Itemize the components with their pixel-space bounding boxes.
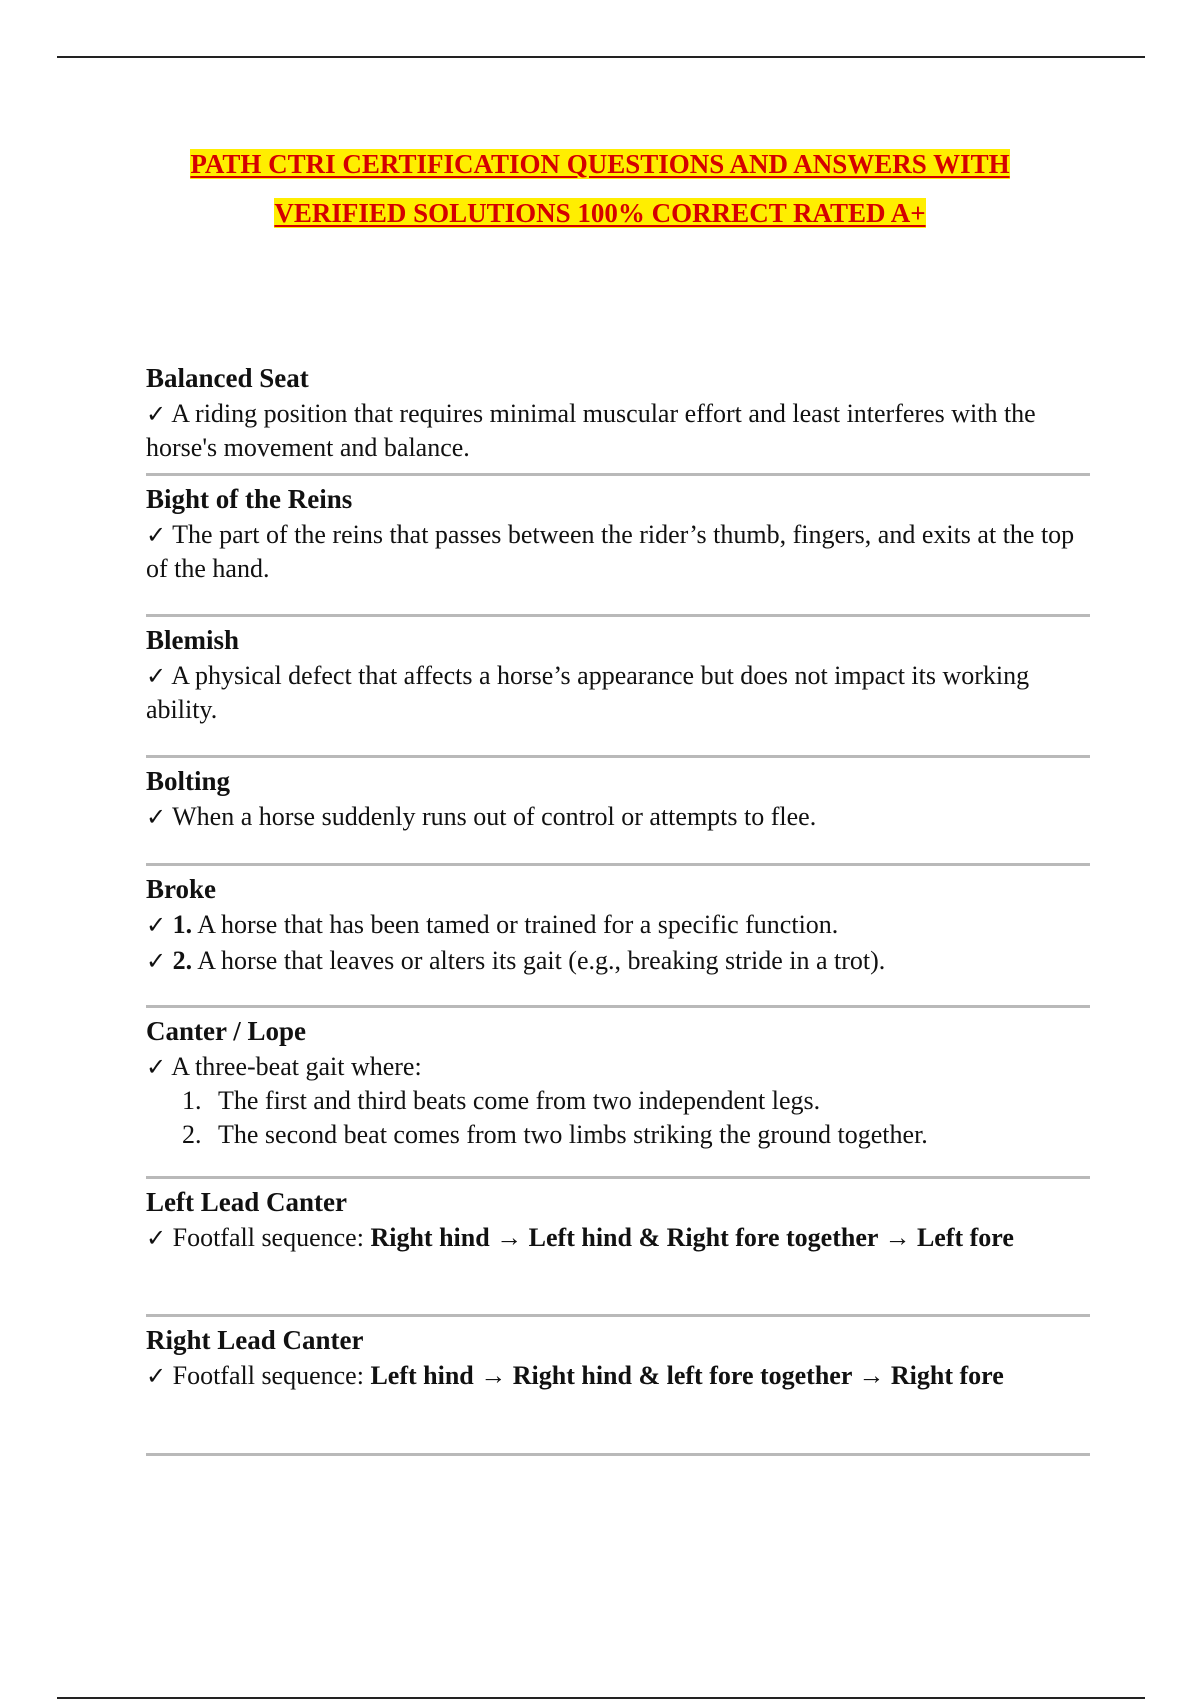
numbered-list: [146, 1084, 1090, 1152]
list-item: 1. The first and third beats come from two independent legs.: [182, 1086, 821, 1115]
entry-term: Bolting: [146, 766, 231, 796]
entry-divider: [146, 1453, 1090, 1456]
glossary-entry: [146, 617, 1090, 755]
entry-definition: ✓ The part of the reins that passes between the rider’s thumb, fingers, and exits at the top of the hand.: [146, 520, 1075, 583]
footer-rule: [57, 1697, 1145, 1699]
entry-term: Right Lead Canter: [146, 1325, 364, 1355]
check-icon: ✓: [146, 1362, 167, 1390]
glossary-list: [146, 361, 1090, 1456]
glossary-entry: [146, 1317, 1090, 1453]
check-icon: ✓: [146, 521, 167, 549]
check-icon: ✓: [146, 400, 167, 428]
entry-term: Canter / Lope: [146, 1016, 306, 1046]
entry-term: Blemish: [146, 625, 240, 655]
entry-term: Bight of the Reins: [146, 484, 353, 514]
entry-term: Left Lead Canter: [146, 1187, 347, 1217]
glossary-entry: [146, 866, 1090, 1005]
document-title: [150, 140, 1050, 238]
check-icon: ✓: [146, 911, 167, 939]
title-line-2: VERIFIED SOLUTIONS 100% CORRECT RATED A+: [274, 198, 926, 228]
glossary-entry: [146, 758, 1090, 863]
check-icon: ✓: [146, 662, 167, 690]
entry-definition: ✓ A physical defect that affects a horse’s appearance but does not impact its working ability.: [146, 661, 1030, 724]
title-line-1: PATH CTRI CERTIFICATION QUESTIONS AND ANSWERS WITH: [190, 149, 1010, 179]
list-item: 2. The second beat comes from two limbs striking the ground together.: [182, 1120, 928, 1149]
header-rule: [57, 56, 1145, 58]
entry-term: Balanced Seat: [146, 363, 309, 393]
check-icon: ✓: [146, 947, 167, 975]
glossary-entry: [146, 1179, 1090, 1314]
entry-point: ✓ 2. A horse that leaves or alters its gait (e.g., breaking stride in a trot).: [146, 946, 886, 975]
glossary-entry: [146, 476, 1090, 614]
entry-point: ✓ 1. A horse that has been tamed or trained for a specific function.: [146, 910, 839, 939]
entry-definition: ✓ Footfall sequence: Left hind → Right hind & left fore together → Right fore: [146, 1361, 1004, 1390]
entry-definition: ✓ Footfall sequence: Right hind → Left hind & Right fore together → Left fore: [146, 1223, 1014, 1252]
entry-definition: ✓ When a horse suddenly runs out of control or attempts to flee.: [146, 802, 817, 831]
glossary-entry: [146, 361, 1090, 473]
glossary-entry: [146, 1008, 1090, 1176]
check-icon: ✓: [146, 803, 167, 831]
entry-definition: ✓ A three-beat gait where:: [146, 1052, 422, 1081]
check-icon: ✓: [146, 1224, 167, 1252]
entry-definition: ✓ A riding position that requires minimal muscular effort and least interferes with the horse's movement and balance.: [146, 399, 1036, 462]
entry-term: Broke: [146, 874, 217, 904]
check-icon: ✓: [146, 1053, 167, 1081]
